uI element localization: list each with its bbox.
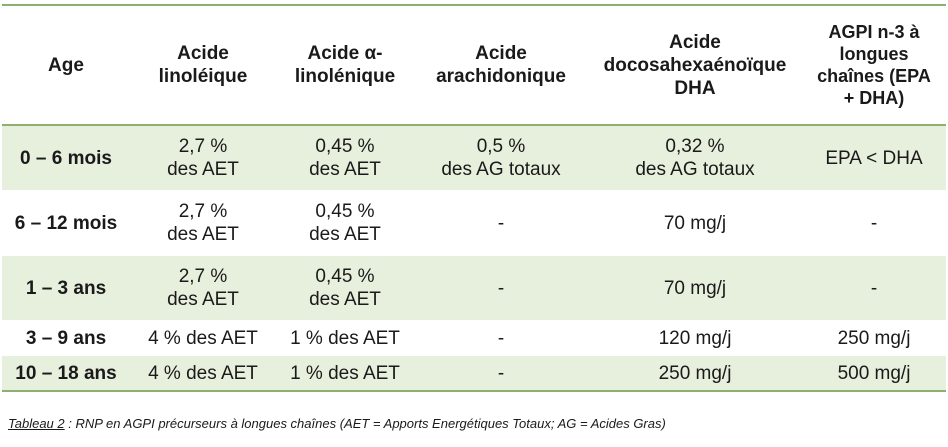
- header-row: [2, 5, 946, 125]
- header-acide-alpha-linolenique: Acide α- linolénique: [276, 5, 414, 125]
- table-cell: -: [414, 256, 588, 321]
- table-cell: -: [497, 327, 505, 349]
- table-cell: 2,7 % des AET: [167, 201, 239, 245]
- table-cell: 500 mg/j: [802, 356, 946, 392]
- header-acide-dha: Acide docosahexaénoïque DHA: [588, 5, 802, 125]
- age-cell: 0 – 6 mois: [2, 125, 130, 191]
- table-cell: 4 % des AET: [148, 327, 258, 349]
- table-cell: 250 mg/j: [837, 327, 911, 349]
- table-cell: 0,32 % des AG totaux: [588, 125, 802, 191]
- header-agpi-n3: AGPI n-3 à longues chaînes (EPA + DHA): [802, 5, 946, 125]
- table-cell: 1 % des AET: [290, 327, 400, 349]
- table-cell: 70 mg/j: [588, 256, 802, 321]
- table-cell: 120 mg/j: [658, 327, 732, 349]
- table-cell: 2,7 % des AET: [130, 125, 276, 191]
- caption-text: : RNP en AGPI précurseurs à longues chaînes (AET = Apports Energétiques Totaux; AG = Acides Gras): [64, 416, 666, 431]
- table-cell: 70 mg/j: [663, 212, 727, 234]
- table-row: [2, 356, 946, 392]
- table-cell: 0,45 % des AET: [309, 201, 381, 245]
- table-cell: -: [870, 212, 878, 234]
- table-row: [2, 256, 946, 321]
- table-row: [2, 321, 946, 356]
- table-cell: 0,5 % des AG totaux: [414, 125, 588, 191]
- table-cell: 2,7 % des AET: [130, 256, 276, 321]
- header-acide-linoleique: Acide linoléique: [130, 5, 276, 125]
- header-acide-arachidonique: Acide arachidonique: [414, 5, 588, 125]
- table-cell: 1 % des AET: [276, 356, 414, 392]
- table-cell: -: [802, 256, 946, 321]
- table-row: [2, 191, 946, 256]
- table-cell: 250 mg/j: [588, 356, 802, 392]
- age-cell: 6 – 12 mois: [14, 212, 118, 234]
- table-cell: 0,45 % des AET: [276, 125, 414, 191]
- header-age: Age: [2, 5, 130, 125]
- rnp-table: [2, 4, 946, 392]
- age-cell: 3 – 9 ans: [25, 327, 107, 349]
- table-cell: 0,45 % des AET: [276, 256, 414, 321]
- age-cell: 1 – 3 ans: [2, 256, 130, 321]
- table-cell: -: [414, 356, 588, 392]
- table-cell: 4 % des AET: [130, 356, 276, 392]
- caption-label: Tableau 2: [8, 416, 65, 431]
- age-cell: 10 – 18 ans: [2, 356, 130, 392]
- table-cell: -: [497, 212, 505, 234]
- table-caption: [8, 415, 938, 433]
- table-cell: EPA < DHA: [802, 125, 946, 191]
- table-row: [2, 125, 946, 191]
